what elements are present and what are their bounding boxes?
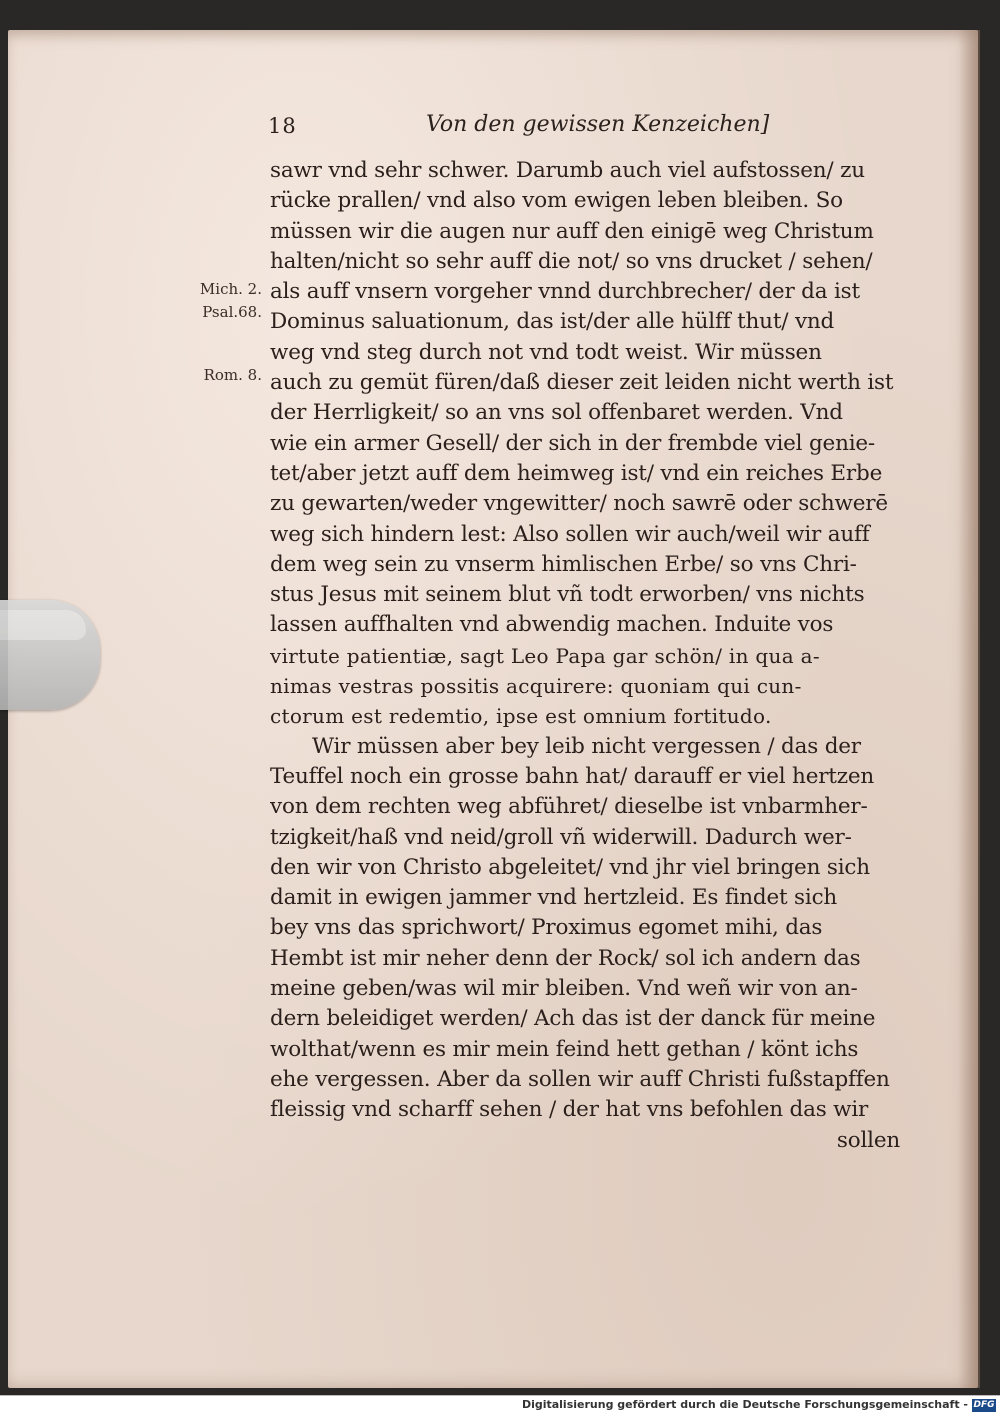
text-line: halten/nicht so sehr auff die not/ so vns drucket / sehen/: [270, 248, 873, 274]
page-edge-shadow: [958, 30, 980, 1388]
text-line: tet/aber jetzt auff dem heimweg ist/ vnd ein reiches Erbe: [270, 460, 883, 486]
text-line: sawr vnd sehr schwer. Darumb auch viel aufstossen/ zu: [270, 158, 865, 183]
text-line: Hembt ist mir neher denn der Rock/ sol ich andern das: [270, 945, 861, 971]
page-number: 18: [268, 114, 297, 138]
text-line: fleissig vnd scharff sehen / der hat vns befohlen das wir: [270, 1097, 869, 1123]
running-title: Von den gewissen Kenzeichen]: [426, 112, 770, 137]
text-line: dem weg sein zu vnserm himlischen Erbe/ so vns Chri-: [270, 551, 857, 577]
text-line: virtute patientiæ, sagt Leo Papa gar schön/ in qua a-: [270, 643, 820, 668]
text-line: dern beleidiget werden/ Ach das ist der danck für meine: [270, 1006, 876, 1032]
running-head: [268, 110, 768, 144]
text-line: stus Jesus mit seinem blut vñ todt erworben/ vns nichts: [270, 582, 865, 608]
footer-credit: Digitalisierung gefördert durch die Deutsche Forschungsgemeinschaft -: [521, 1398, 968, 1411]
margin-note-psal: Psal.68.: [202, 303, 262, 321]
body-text: [270, 156, 905, 1156]
text-line: weg sich hindern lest: Also sollen wir auch/weil wir auff: [270, 521, 870, 547]
dfg-logo-icon: DFG: [973, 1400, 995, 1410]
clip-holder: [0, 600, 100, 710]
text-line: damit in ewigen jammer vnd hertzleid. Es findet sich: [270, 885, 838, 911]
text-line: meine geben/was wil mir bleiben. Vnd weñ wir von an-: [270, 976, 858, 1002]
text-line: nimas vestras possitis acquirere: quoniam qui cun-: [270, 674, 802, 699]
text-line: als auff vnsern vorgeher vnnd durchbrecher/ der da ist: [270, 279, 860, 305]
text-line: bey vns das sprichwort/ Proximus egomet mihi, das: [270, 915, 823, 941]
catchword: sollen: [836, 1127, 900, 1153]
text-line: von dem rechten weg abführet/ dieselbe ist vnbarmher-: [270, 794, 868, 820]
text-line: Teuffel noch ein grosse bahn hat/ darauff er viel hertzen: [270, 763, 875, 789]
text-line: lassen auffhalten vnd abwendig machen. Induite vos: [270, 612, 834, 638]
text-line: der Herrligkeit/ so an vns sol offenbaret werden. Vnd: [270, 400, 843, 426]
text-line: Dominus saluationum, das ist/der alle hülff thut/ vnd: [270, 309, 835, 335]
text-line: tzigkeit/haß vnd neid/groll vñ widerwill. Dadurch wer-: [270, 824, 852, 850]
text-line: ctorum est redemtio, ipse est omnium fortitudo.: [270, 704, 772, 729]
text-line: rücke prallen/ vnd also vom ewigen leben bleiben. So: [270, 188, 843, 214]
text-line: wolthat/wenn es mir mein feind hett gethan / könt ichs: [270, 1036, 859, 1062]
text-line: den wir von Christo abgeleitet/ vnd jhr viel bringen sich: [270, 854, 870, 880]
text-line: müssen wir die augen nur auff den einigē weg Christum: [270, 218, 874, 244]
text-line: wie ein armer Gesell/ der sich in der frembde viel genie-: [270, 430, 875, 456]
margin-note-rom: Rom. 8.: [203, 366, 262, 384]
text-line: zu gewarten/weder vngewitter/ noch sawrē oder schwerē: [270, 491, 888, 517]
text-line: weg vnd steg durch not vnd todt weist. Wir müssen: [270, 339, 822, 365]
margin-notes: [150, 280, 262, 389]
text-line: ehe vergessen. Aber da sollen wir auff Christi fußstapffen: [270, 1066, 890, 1092]
paragraph-start-line: Wir müssen aber bey leib nicht vergessen / das der: [312, 733, 861, 759]
margin-note-mich: Mich. 2.: [199, 280, 262, 298]
text-line: auch zu gemüt füren/daß dieser zeit leiden nicht werth ist: [270, 370, 894, 396]
footer-bar: [0, 1395, 1000, 1415]
